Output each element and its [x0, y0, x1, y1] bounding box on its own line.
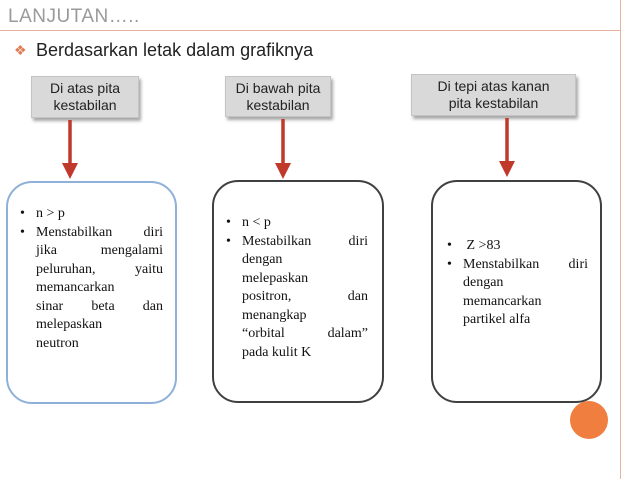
list-item: • Menstabilkan diri jika mengalami peluruhan, yaitu memancarkan sinar beta dan melepaskan neutron [20, 224, 163, 354]
list-item: • Menstabilkan diri dengan memancarkan partikel alfa [447, 256, 588, 330]
slide-title: LANJUTAN….. [8, 6, 140, 27]
diamond-bullet-icon: ❖ [14, 42, 27, 58]
decorative-orange-circle [570, 401, 608, 439]
main-bullet-text: Berdasarkan letak dalam grafiknya [36, 39, 314, 60]
header-box-below: Di bawah pita kestabilan [225, 76, 331, 117]
list-item: • n > p [20, 205, 163, 224]
arrow-edge [499, 118, 515, 177]
list-item: • Z >83 [447, 237, 588, 256]
arrow-below [275, 119, 291, 179]
list-item: • n < p [226, 214, 368, 233]
card-edge-stability [431, 180, 602, 403]
card-below-stability [212, 180, 384, 403]
header-box-above: Di atas pita kestabilan [31, 76, 139, 118]
card-above-stability [6, 181, 177, 404]
arrow-above [62, 120, 78, 179]
header-box-edge: Di tepi atas kanan pita kestabilan [411, 74, 576, 116]
list-item: • Mestabilkan diri dengan melepaskan positron, dan menangkap “orbital dalam” pada kulit K [226, 233, 368, 363]
